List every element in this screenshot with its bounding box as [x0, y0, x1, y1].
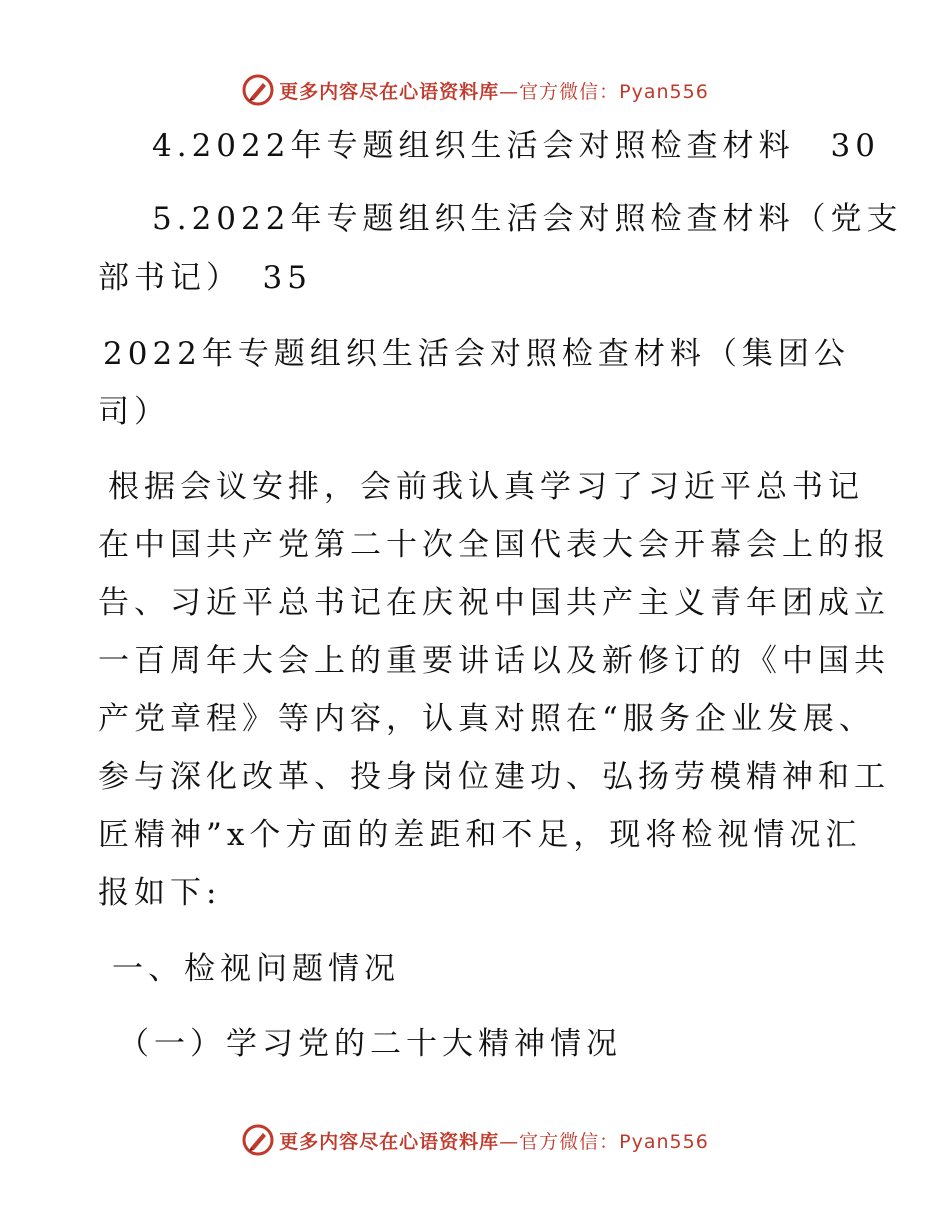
- body-line: 根据会议安排，会前我认真学习了习近平总书记: [108, 469, 864, 505]
- pen-logo-icon: [241, 73, 275, 107]
- banner-red-text: 更多内容尽在心语资料库: [279, 1130, 500, 1153]
- document-title: 2022年专题组织生活会对照检查材料（集团公: [103, 336, 850, 372]
- pen-logo-icon: [241, 1123, 275, 1157]
- footer-banner: [0, 1122, 950, 1158]
- banner-wechat-text: —官方微信：Pyan556: [499, 1130, 709, 1153]
- section-heading-1: 一、检视问题情况: [112, 951, 400, 987]
- toc-entry-5-continued: 部书记） 35: [98, 260, 312, 296]
- section-heading-2: （一）学习党的二十大精神情况: [118, 1026, 622, 1062]
- body-line: 匠精神”x个方面的差距和不足，现将检视情况汇: [98, 817, 862, 853]
- body-line: 报如下:: [98, 875, 222, 911]
- body-line: 一百周年大会上的重要讲话以及新修订的《中国共: [98, 643, 890, 679]
- banner-wechat-text: —官方微信：Pyan556: [499, 80, 709, 103]
- toc-entry-5: 5.2022年专题组织生活会对照检查材料（党支: [152, 201, 903, 237]
- body-line: 参与深化改革、投身岗位建功、弘扬劳模精神和工: [98, 759, 890, 795]
- body-line: 在中国共产党第二十次全国代表大会开幕会上的报: [98, 527, 890, 563]
- document-title-continued: 司）: [98, 394, 170, 430]
- toc-entry-4: 4.2022年专题组织生活会对照检查材料 30: [152, 128, 880, 164]
- banner-red-text: 更多内容尽在心语资料库: [279, 80, 500, 103]
- body-line: 告、习近平总书记在庆祝中国共产主义青年团成立: [98, 585, 890, 621]
- header-banner: [0, 72, 950, 108]
- body-line: 产党章程》等内容，认真对照在“服务企业发展、: [98, 701, 875, 737]
